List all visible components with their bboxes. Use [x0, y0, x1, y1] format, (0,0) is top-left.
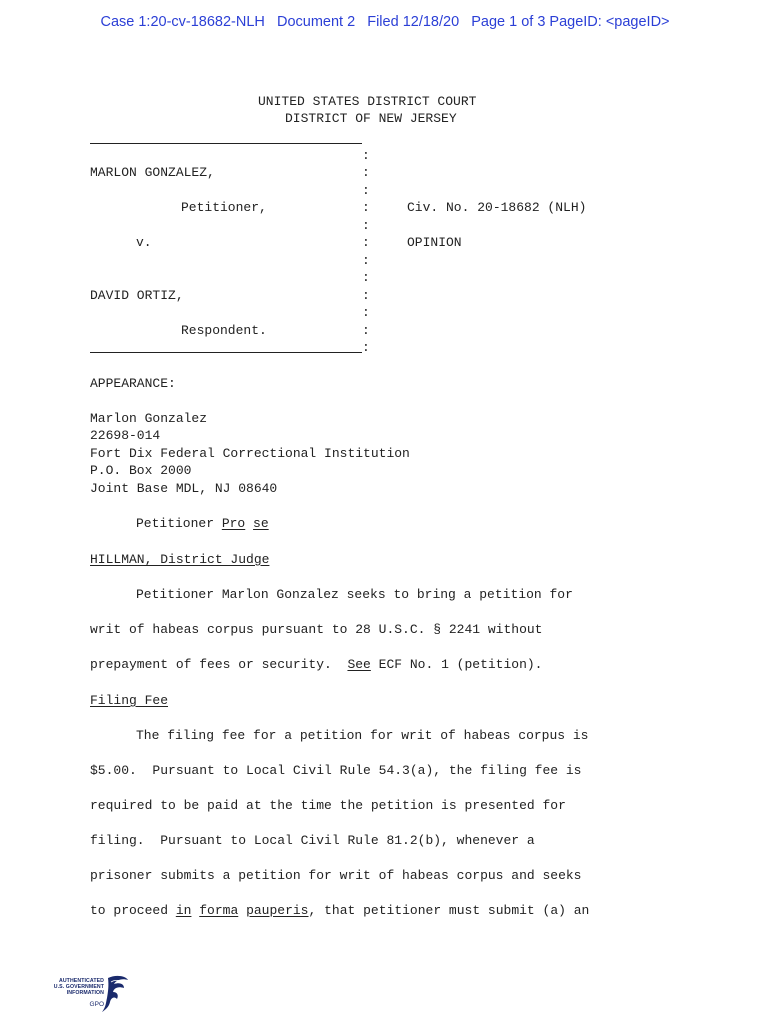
respondent-role: Respondent.: [181, 323, 267, 338]
seal-gpo: GPO: [89, 1001, 104, 1008]
court-name: UNITED STATES DISTRICT COURT: [258, 94, 477, 109]
body-line: filing. Pursuant to Local Civil Rule 81.2(b), whenever a: [90, 833, 535, 848]
se-text: se: [253, 516, 269, 531]
judge-name: HILLMAN, District Judge: [90, 552, 270, 567]
court-district: DISTRICT OF NEW JERSEY: [285, 111, 457, 126]
civil-number: Civ. No. 20-18682 (NLH): [407, 200, 587, 215]
caption-colon: :: [362, 148, 370, 163]
caption-colon: :: [362, 323, 370, 338]
body-line: [90, 903, 589, 919]
caption-colon: :: [362, 200, 370, 215]
pauperis-text: pauperis: [246, 903, 309, 918]
body-text: ECF No. 1 (petition).: [370, 657, 543, 672]
respondent-name: DAVID ORTIZ,: [90, 288, 184, 303]
body-line: Petitioner Marlon Gonzalez seeks to bring a petition for: [136, 587, 573, 602]
body-line: writ of habeas corpus pursuant to 28 U.S.C. § 2241 without: [90, 622, 543, 637]
body-line: required to be paid at the time the petition is presented for: [90, 798, 566, 813]
seal-line: U.S. GOVERNMENT: [53, 984, 104, 990]
eagle-icon: [102, 974, 130, 1014]
body-line: $5.00. Pursuant to Local Civil Rule 54.3(a), the filing fee is: [90, 763, 582, 778]
caption-top-rule: [90, 143, 362, 144]
body-text: , that petitioner must submit (a) an: [308, 903, 590, 918]
pro-se-line: [136, 516, 269, 532]
seal-line: AUTHENTICATED: [58, 978, 104, 984]
caption-colon: :: [362, 340, 370, 355]
role-prefix: Petitioner: [136, 516, 215, 531]
caption-colon: :: [362, 253, 370, 268]
caption-colon: :: [362, 183, 370, 198]
gpo-authentication-seal: [44, 974, 130, 1014]
appearance-heading: APPEARANCE:: [90, 376, 176, 391]
petitioner-role: Petitioner,: [181, 200, 267, 215]
caption-colon: :: [362, 235, 370, 250]
seal-text: [44, 978, 104, 996]
body-text: to proceed: [90, 903, 176, 918]
caption-colon: :: [362, 270, 370, 285]
in-text: in: [175, 903, 192, 918]
seal-line: INFORMATION: [66, 990, 104, 996]
appearance-line: Fort Dix Federal Correctional Institution: [90, 446, 410, 461]
caption-colon: :: [362, 288, 370, 303]
pro-text: Pro: [221, 516, 246, 531]
caption-colon: :: [362, 305, 370, 320]
section-heading: Filing Fee: [90, 693, 169, 708]
see-signal: See: [347, 657, 371, 672]
versus: v.: [136, 235, 152, 250]
appearance-line: 22698-014: [90, 428, 161, 443]
body-text: prepayment of fees or security.: [90, 657, 348, 672]
appearance-line: Marlon Gonzalez: [90, 411, 208, 426]
caption-colon: :: [362, 165, 370, 180]
caption-colon: :: [362, 218, 370, 233]
body-line: [90, 657, 543, 673]
body-line: prisoner submits a petition for writ of habeas corpus and seeks: [90, 868, 582, 883]
caption-bottom-rule: [90, 352, 362, 353]
body-line: The filing fee for a petition for writ of habeas corpus is: [136, 728, 589, 743]
forma-text: forma: [199, 903, 239, 918]
case-header: Case 1:20-cv-18682-NLH Document 2 Filed 12/18/20 Page 1 of 3 PageID: <pageID>: [100, 14, 670, 30]
document-type: OPINION: [407, 235, 462, 250]
appearance-line: P.O. Box 2000: [90, 463, 192, 478]
petitioner-name: MARLON GONZALEZ,: [90, 165, 215, 180]
appearance-line: Joint Base MDL, NJ 08640: [90, 481, 278, 496]
